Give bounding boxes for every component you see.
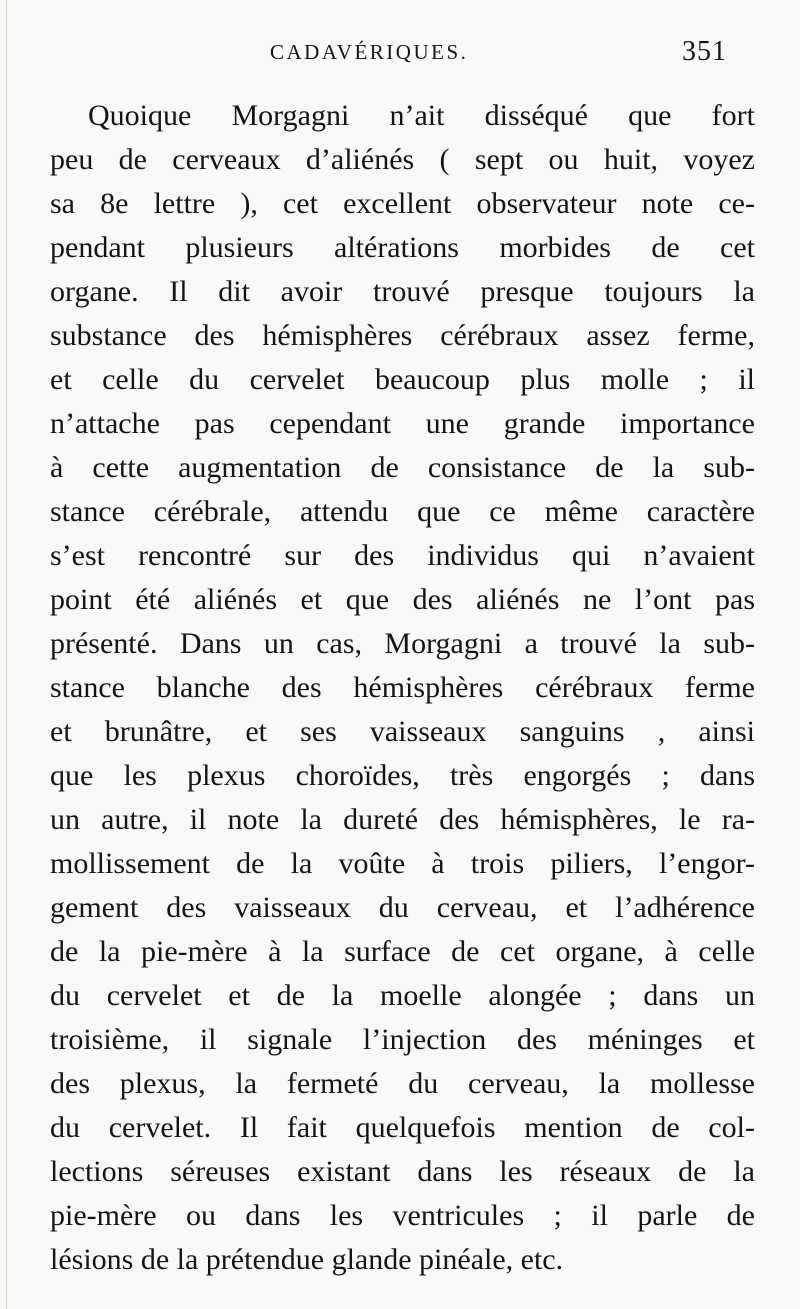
text-line: du cervelet. Il fait quelquefois mention de col- [50, 1111, 755, 1144]
text-line: du cervelet et de la moelle alongée ; dans un [50, 979, 755, 1012]
text-line: sa 8e lettre ), cet excellent observateur note ce- [50, 187, 755, 220]
text-line: et celle du cervelet beaucoup plus molle ; il [50, 363, 755, 396]
text-line: n’attache pas cependant une grande importance [50, 407, 755, 440]
page-edge [6, 0, 7, 1309]
text-line: des plexus, la fermeté du cerveau, la mollesse [50, 1067, 755, 1100]
text-line: troisième, il signale l’injection des méninges et [50, 1023, 755, 1056]
text-line: organe. Il dit avoir trouvé presque toujours la [50, 275, 755, 308]
text-line: Quoique Morgagni n’ait disséqué que fort [88, 99, 755, 132]
text-line: stance cérébrale, attendu que ce même caractère [50, 495, 755, 528]
text-line: à cette augmentation de consistance de la sub- [50, 451, 755, 484]
text-line: peu de cerveaux d’aliénés ( sept ou huit, voyez [50, 143, 755, 176]
text-line: lections séreuses existant dans les réseaux de la [50, 1155, 755, 1188]
text-line: substance des hémisphères cérébraux assez ferme, [50, 319, 755, 352]
text-line: mollissement de la voûte à trois piliers, l’engor- [50, 847, 755, 880]
text-line: présenté. Dans un cas, Morgagni a trouvé la sub- [50, 627, 755, 660]
text-line: stance blanche des hémisphères cérébraux ferme [50, 671, 755, 704]
text-line: point été aliénés et que des aliénés ne l’ont pas [50, 583, 755, 616]
text-line: pendant plusieurs altérations morbides de cet [50, 231, 755, 264]
text-line: de la pie-mère à la surface de cet organe, à celle [50, 935, 755, 968]
text-line: que les plexus choroïdes, très engorgés ; dans [50, 759, 755, 792]
text-line: pie-mère ou dans les ventricules ; il parle de [50, 1199, 755, 1232]
text-line: un autre, il note la dureté des hémisphères, le ra- [50, 803, 755, 836]
page-number: 351 [682, 36, 727, 67]
text-line: gement des vaisseaux du cerveau, et l’adhérence [50, 891, 755, 924]
text-line: s’est rencontré sur des individus qui n’avaient [50, 539, 755, 572]
text-line: lésions de la prétendue glande pinéale, etc. [50, 1243, 564, 1276]
running-head: CADAVÉRIQUES. [270, 40, 469, 64]
text-line: et brunâtre, et ses vaisseaux sanguins , ainsi [50, 715, 755, 748]
